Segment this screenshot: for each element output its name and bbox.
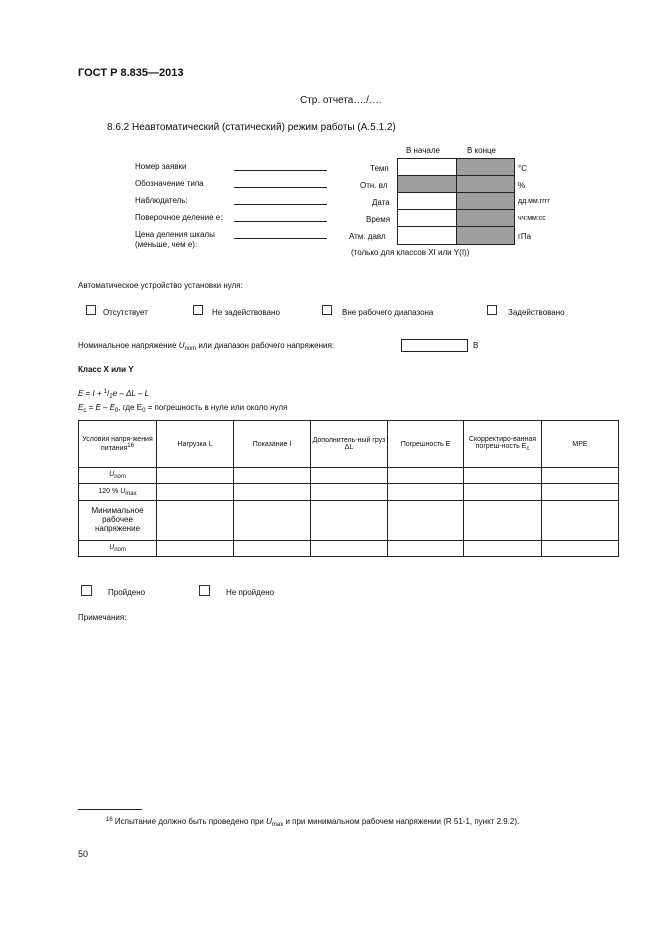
table-cell[interactable] (311, 501, 388, 541)
notes-label: Примечания: (78, 613, 127, 622)
unit-humidity: % (518, 181, 526, 190)
table-cell[interactable] (311, 541, 388, 557)
pressure-start-cell[interactable] (397, 226, 457, 245)
table-cell[interactable] (464, 501, 542, 541)
table-cell[interactable] (311, 468, 388, 484)
table-row (79, 541, 619, 557)
table-cell[interactable] (157, 484, 234, 501)
formula-error: $E = I + ^1/_2e - \Delta L - L$ (78, 389, 150, 400)
footnote-separator (78, 809, 142, 810)
header-mpe: MPE (542, 421, 619, 468)
temp-start-cell[interactable] (397, 158, 457, 176)
table-cell[interactable] (388, 484, 464, 501)
header-load: Нагрузка L (157, 421, 234, 468)
field-line-observer[interactable] (234, 204, 327, 205)
condition-label-humidity: Отн. вл (360, 181, 388, 190)
checkbox-engaged[interactable] (487, 305, 497, 315)
header-error: Погрешность E (388, 421, 464, 468)
failed-label: Не пройдено (226, 588, 275, 597)
header-indication: Показание I (234, 421, 311, 468)
table-cell[interactable] (542, 468, 619, 484)
option-out-of-range-label: Вне рабочего диапазона (342, 308, 434, 317)
report-page-counter: Стр. отчета…./…. (300, 95, 382, 106)
table-cell[interactable] (464, 468, 542, 484)
unit-pressure: гПа (518, 232, 532, 241)
checkbox-out-of-range[interactable] (322, 305, 332, 315)
checkbox-passed[interactable] (81, 585, 92, 596)
table-row (79, 468, 619, 484)
field-label-application-number: Номер заявки (135, 162, 187, 171)
row-label: Unom (79, 541, 157, 557)
table-header-row (79, 421, 619, 468)
checkbox-absent[interactable] (86, 305, 96, 315)
row-label: Unom (79, 468, 157, 484)
time-start-cell[interactable] (397, 209, 457, 227)
table-cell[interactable] (542, 541, 619, 557)
field-label-type: Обозначение типа (135, 179, 204, 188)
temp-end-cell[interactable] (456, 158, 515, 176)
header-supply-conditions: Условия напря-жения питания16 (79, 421, 157, 468)
row-label: 120 % Umax (79, 484, 157, 501)
option-not-engaged-label: Не задействовано (212, 308, 280, 317)
condition-label-date: Дата (372, 198, 390, 207)
formula-corrected-error: $E_c = E - E_0$, где $E_0$ = погрешность в нуле или около нуля (78, 403, 288, 414)
results-table (78, 420, 619, 557)
humidity-end-cell[interactable] (456, 175, 515, 193)
table-cell[interactable] (464, 484, 542, 501)
header-additional-load: Дополнитель-ный груз ΔL (311, 421, 388, 468)
unit-time: чч:мм:сс (518, 215, 546, 222)
nominal-voltage-unit: В (473, 341, 479, 350)
checkbox-not-engaged[interactable] (193, 305, 203, 315)
unit-date: дд.мм.гггг (518, 198, 550, 205)
unit-temperature: °C (518, 164, 527, 173)
table-cell[interactable] (542, 484, 619, 501)
table-cell[interactable] (157, 501, 234, 541)
table-cell[interactable] (234, 484, 311, 501)
table-cell[interactable] (388, 501, 464, 541)
date-start-cell[interactable] (397, 192, 457, 210)
field-line-verification-division[interactable] (234, 221, 327, 222)
pressure-end-cell[interactable] (456, 226, 515, 245)
time-end-cell[interactable] (456, 209, 515, 227)
column-header-end: В конце (467, 146, 496, 155)
condition-label-time: Время (366, 215, 391, 224)
auto-zero-title: Автоматическое устройство установки нуля: (78, 281, 243, 290)
row-label: Минимальное рабочее напряжение (79, 501, 157, 541)
nominal-voltage-input[interactable] (401, 339, 468, 352)
table-cell[interactable] (234, 501, 311, 541)
field-label-scale-interval-note: (меньше, чем е): (135, 240, 198, 249)
checkbox-failed[interactable] (199, 585, 210, 596)
footnote-text: $^{16}$ Испытание должно быть проведено при $U_{max}$ и при минимальном рабочем напряжении (R 51-1, пункт 2.9.2). (106, 817, 520, 828)
table-cell[interactable] (157, 468, 234, 484)
document-id: ГОСТ Р 8.835—2013 (78, 67, 184, 79)
pressure-note: (только для классов XI или Y(I)) (351, 248, 470, 257)
field-label-observer: Наблюдатель: (135, 196, 188, 205)
field-line-scale-interval[interactable] (234, 238, 327, 239)
page-number: 50 (78, 849, 89, 859)
class-heading: Класс X или Y (78, 365, 134, 374)
passed-label: Пройдено (108, 588, 146, 597)
option-absent-label: Отсутствует (103, 308, 148, 317)
option-engaged-label: Задействовано (508, 308, 565, 317)
field-label-scale-interval: Цена деления шкалы (135, 230, 215, 239)
table-row (79, 484, 619, 501)
header-corrected-error: Скорректиро-ванная погреш-ность Ec (464, 421, 542, 468)
table-cell[interactable] (234, 541, 311, 557)
field-line-application-number[interactable] (234, 170, 327, 171)
humidity-start-cell[interactable] (397, 175, 457, 193)
table-cell[interactable] (542, 501, 619, 541)
field-line-type[interactable] (234, 187, 327, 188)
nominal-voltage-label: Номинальное напряжение $U_{nom}$ или диапазон рабочего напряжения: (78, 341, 335, 352)
table-cell[interactable] (311, 484, 388, 501)
table-row (79, 501, 619, 541)
column-header-start: В начале (406, 146, 440, 155)
table-cell[interactable] (464, 541, 542, 557)
table-cell[interactable] (234, 468, 311, 484)
section-title: 8.6.2 Неавтоматический (статический) режим работы (А.5.1.2) (107, 122, 396, 133)
table-cell[interactable] (388, 468, 464, 484)
table-cell[interactable] (157, 541, 234, 557)
table-cell[interactable] (388, 541, 464, 557)
field-label-verification-division: Поверочное деление е: (135, 213, 223, 222)
date-end-cell[interactable] (456, 192, 515, 210)
condition-label-pressure: Атм. давл (349, 232, 386, 241)
condition-label-temperature: Темп (370, 164, 389, 173)
